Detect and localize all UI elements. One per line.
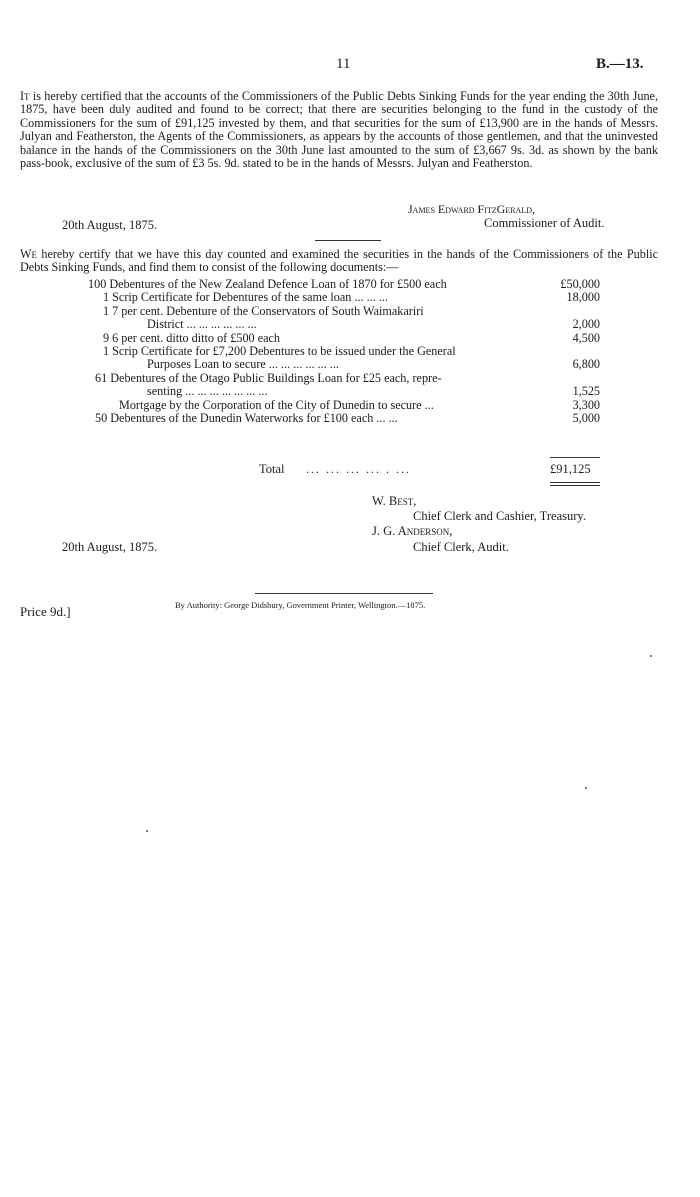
list-item	[20, 318, 660, 331]
list-item	[20, 291, 660, 304]
list-item	[20, 305, 660, 318]
signer-title: Chief Clerk, Audit.	[413, 540, 509, 554]
signer-name: J. G. Anderson,	[372, 524, 453, 538]
scan-speck	[650, 655, 652, 657]
item-description: 1 Scrip Certificate for £7,200 Debentures to be issued under the General	[103, 343, 456, 358]
document-reference: B.—13.	[596, 56, 644, 72]
securities-certificate-paragraph	[20, 248, 658, 275]
list-item	[20, 332, 660, 345]
printer-imprint: By Authority: George Didsbury, Government Printer, Wellington.—1875.	[175, 600, 426, 610]
list-item	[20, 399, 660, 412]
certificate-date: 20th August, 1875.	[62, 540, 158, 554]
signer-name: W. Best,	[372, 494, 417, 508]
list-item	[20, 345, 660, 358]
list-item	[20, 372, 660, 385]
paragraph-text: hereby certify that we have this day counted and examined the securities in the hands of the Commissioners of the Public Debts Sinking Funds, and find them to consist of the following documents:—	[20, 247, 658, 275]
item-description: 100 Debentures of the New Zealand Defence Loan of 1870 for £500 each	[88, 277, 447, 291]
signer-title: Chief Clerk and Cashier, Treasury.	[413, 509, 586, 523]
item-amount: 5,000	[572, 410, 600, 425]
item-description: 61 Debentures of the Otago Public Buildings Loan for £25 each, repre-	[95, 370, 442, 385]
footer-rule	[255, 593, 433, 594]
total-rule-top	[550, 457, 600, 458]
item-description: Purposes Loan to secure ... ... ... ... ... ...	[147, 357, 339, 372]
item-description: 1 7 per cent. Debenture of the Conservators of South Waimakariri	[103, 303, 424, 318]
securities-list	[20, 278, 660, 425]
item-amount: 1,525	[572, 384, 600, 399]
signatory-name: James Edward FitzGerald,	[408, 202, 535, 216]
item-description: 9 6 per cent. ditto ditto of £500 each	[103, 330, 281, 345]
list-item	[20, 358, 660, 371]
item-amount: 6,800	[572, 357, 600, 372]
audit-certificate-paragraph	[20, 90, 658, 170]
certificate-date: 20th August, 1875.	[62, 218, 158, 232]
paragraph-text: is hereby certified that the accounts of the Commissioners of the Public Debts Sinking Funds for the year ending the 30th June, 1875, have been duly audited and found to be correct; that there are securities belonging to the fund in the custody of the Commissioners for the sum of £91,125 invested by them, and that securities for the sum of £13,900 are in the hands of Messrs. Julyan and Featherston, the Agents of the Commissioners, as appears by the accounts of those gentlemen, and that the uninvested balance in the hands of the Commissioners on the 30th June last amounted to the sum of £3,667 9s. 3d. as shown by the bank pass-book, exclusive of the sum of £3 5s. 9d. stated to be in the hands of Messrs. Julyan and Featherston.	[20, 89, 658, 171]
list-item	[20, 412, 660, 425]
item-amount: £50,000	[560, 277, 600, 291]
item-amount: 18,000	[566, 290, 600, 305]
total-amount: £91,125	[550, 462, 591, 476]
item-amount: 2,000	[572, 317, 600, 332]
paragraph-lead: We	[20, 247, 38, 261]
list-item	[20, 385, 660, 398]
item-description: 50 Debentures of the Dunedin Waterworks for £100 each ... ...	[95, 410, 398, 425]
scan-speck	[585, 787, 587, 789]
section-divider	[315, 240, 381, 241]
item-amount: 3,300	[572, 397, 600, 412]
page-number: 11	[336, 56, 351, 72]
item-description: senting ... ... ... ... ... ... ...	[147, 384, 268, 399]
paragraph-lead: It	[20, 89, 30, 103]
signatory-title: Commissioner of Audit.	[484, 216, 605, 230]
item-description: District ... ... ... ... ... ...	[147, 317, 257, 332]
item-description: Mortgage by the Corporation of the City of Dunedin to secure ...	[119, 397, 434, 412]
total-label: Total	[259, 462, 285, 476]
price-label: Price 9d.]	[20, 604, 71, 619]
scan-speck	[146, 830, 148, 832]
total-rule-double	[550, 485, 600, 486]
total-leader-dots: ... ... ... ... . ...	[306, 462, 411, 476]
item-amount: 4,500	[572, 330, 600, 345]
list-item	[20, 278, 660, 291]
item-description: 1 Scrip Certificate for Debentures of the same loan ... ... ...	[103, 290, 388, 305]
total-rule-bottom	[550, 482, 600, 483]
